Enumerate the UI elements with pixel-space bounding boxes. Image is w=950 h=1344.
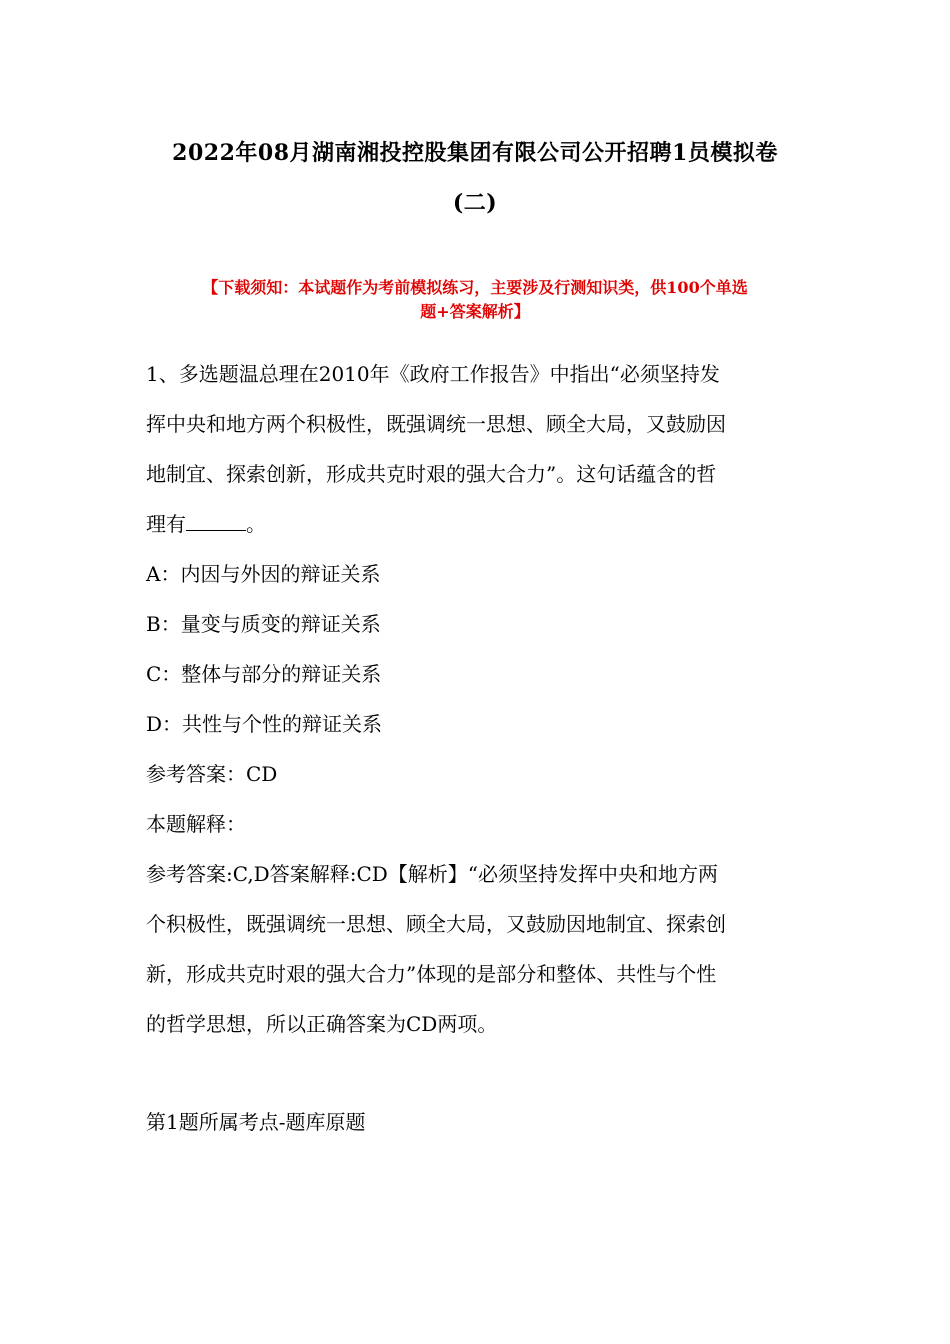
explanation-line-2: 个积极性，既强调统一思想、顾全大局，又鼓励因地制宜、探索创: [146, 912, 726, 936]
question-stem-line-2: 挥中央和地方两个积极性，既强调统一思想、顾全大局，又鼓励因: [146, 412, 726, 436]
question-stem-line-1: 1、多选题温总理在2010年《政府工作报告》中指出“必须坚持发: [146, 362, 720, 386]
reference-answer: 参考答案：CD: [146, 762, 278, 786]
document-title-line-2: (二): [452, 190, 498, 216]
question-stem-text: 理有: [146, 512, 186, 536]
answer-blank: [186, 512, 246, 531]
download-notice-line-1: 【下载须知：本试题作为考前模拟练习，主要涉及行测知识类，供100个单选: [202, 278, 748, 297]
download-notice-line-2: 题+答案解析】: [420, 302, 530, 321]
option-b: B：量变与质变的辩证关系: [146, 612, 381, 636]
question-stem-line-3: 地制宜、探索创新，形成共克时艰的强大合力”。这句话蕴含的哲: [146, 462, 717, 486]
explanation-line-1: 参考答案:C,D答案解释:CD【解析】“必须坚持发挥中央和地方两: [146, 862, 719, 886]
explanation-label: 本题解释：: [146, 812, 246, 836]
option-d: D：共性与个性的辩证关系: [146, 712, 383, 736]
question-topic: 第1题所属考点-题库原题: [146, 1110, 366, 1134]
explanation-line-4: 的哲学思想，所以正确答案为CD两项。: [146, 1012, 498, 1036]
download-notice: [140, 276, 810, 324]
option-c: C：整体与部分的辩证关系: [146, 662, 382, 686]
question-stem-line-4: [146, 512, 266, 536]
document-title-line-1: 2022年08月湖南湘投控股集团有限公司公开招聘1员模拟卷: [172, 140, 778, 166]
option-a: A：内因与外因的辩证关系: [146, 562, 381, 586]
question-stem-end: 。: [246, 512, 266, 536]
explanation-line-3: 新，形成共克时艰的强大合力”体现的是部分和整体、共性与个性: [146, 962, 717, 986]
